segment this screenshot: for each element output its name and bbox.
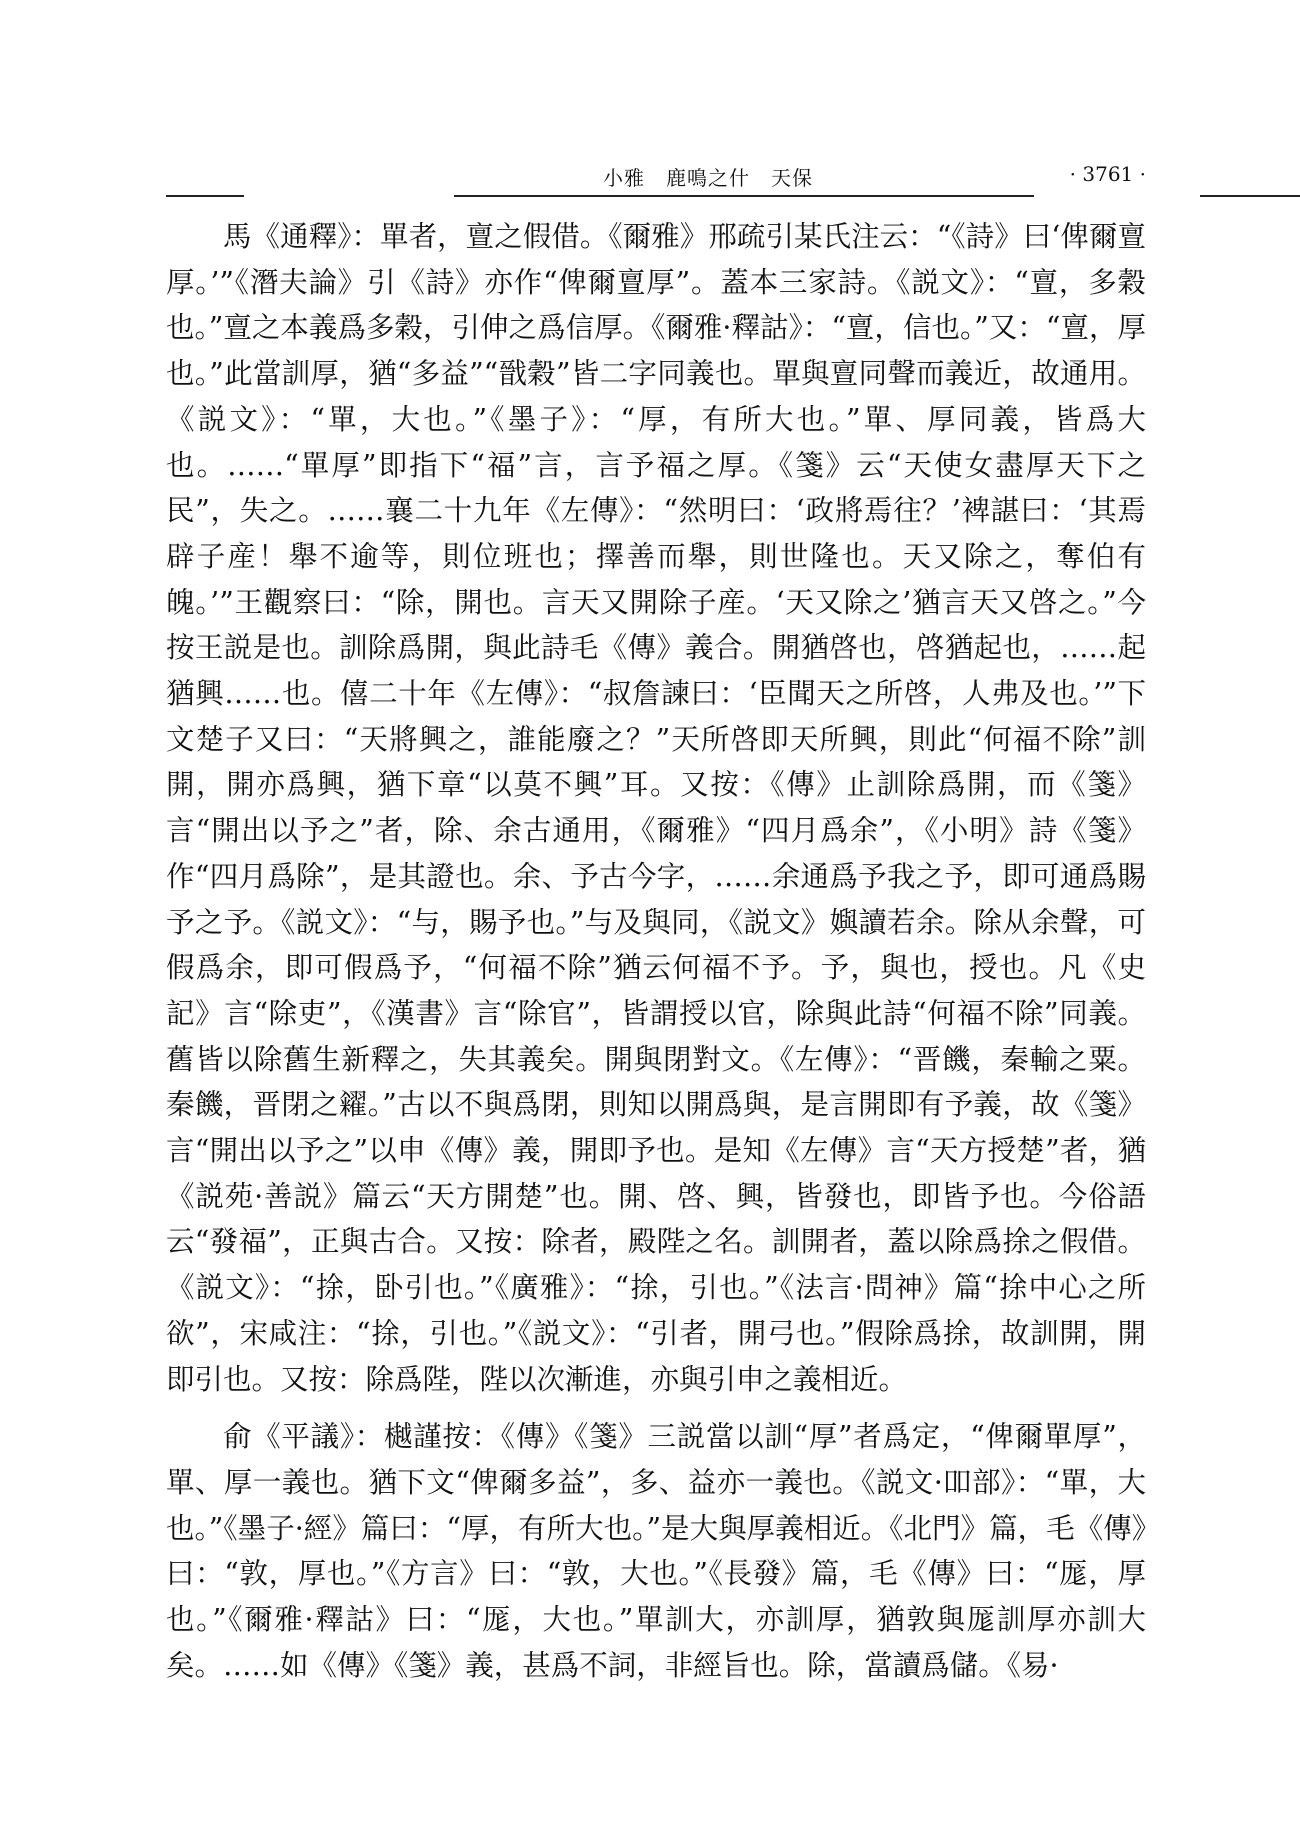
paragraph-yu-pingyi: 俞《平議》：樾謹按：《傳》《箋》三説當以訓“厚”者爲定，“俾爾單厚”，單、厚一義也。猶下文“俾爾多益”，多、益亦一義也。《説文·吅部》：“單，大也。”《墨子·經》篇曰：“厚，有所大也。”是大與厚義相近。《北門》篇，毛《傳》曰：“敦，厚也。”《方言》曰：“敦，大也。”《長發》篇，毛《傳》曰：“厖，厚也。”《爾雅·釋詁》曰：“厖，大也。”單訓大，亦訓厚，猶敦與厖訓厚亦訓大矣。……如《傳》《箋》義，甚爲不詞，非經旨也。除，當讀爲儲。《易·: [166, 1420, 1146, 1682]
header-rule-left: [166, 195, 244, 197]
paragraph-ma-tongshi: 馬《通釋》：單者，亶之假借。《爾雅》邢疏引某氏注云：“《詩》曰‘俾爾亶厚。’”《潛夫論》引《詩》亦作“俾爾亶厚”。蓋本三家詩。《説文》：“亶，多穀也。”亶之本義爲多穀，引伸之爲信厚。《爾雅·釋詁》：“亶，信也。”又：“亶，厚也。”此當訓厚，猶“多益”“戩穀”皆二字同義也。單與亶同聲而義近，故通用。《説文》：“單，大也。”《墨子》：“厚，有所大也。”單、厚同義，皆爲大也。……“單厚”即指下“福”言，言予福之厚。《箋》云“天使女盡厚天下之民”，失之。……襄二十九年《左傳》：“然明曰：‘政將焉往？’裨諶曰：‘其焉辟子産！舉不逾等，則位班也；擇善而舉，則世隆也。天又除之，奪伯有魄。’”王觀察曰：“除，開也。言天又開除子産。‘天又除之’猶言天又啓之。”今按王説是也。訓除爲開，與此詩毛《傳》義合。開猶啓也，啓猶起也，……起猶興……也。僖二十年《左傳》：“叔詹諫曰：‘臣聞天之所啓，人弗及也。’”下文楚子又曰：“天將興之，誰能廢之？”天所啓即天所興，則此“何福不除”訓開，開亦爲興，猶下章“以莫不興”耳。又按：《傳》止訓除爲開，而《箋》言“開出以予之”者，除、余古通用，《爾雅》“四月爲余”，《小明》詩《箋》作“四月爲除”，是其證也。余、予古今字，……余通爲予我之予，即可通爲賜予之予。《説文》：“与，賜予也。”与及與同，《説文》嬩讀若余。除从余聲，可假爲余，即可假爲予，“何福不除”猶云何福不予。予，與也，授也。凡《史記》言“除吏”，《漢書》言“除官”，皆謂授以官，除與此詩“何福不除”同義。舊皆以除舊生新釋之，失其義矣。開與閉對文。《左傳》：“晋饑，秦輸之粟。秦饑，晋閉之糴。”古以不與爲閉，則知以開爲與，是言開即有予義，故《箋》言“開出以予之”以申《傳》義，開即予也。是知《左傳》言“天方授楚”者，猶《説苑·善説》篇云“天方開楚”也。開、啓、興，皆發也，即皆予也。今俗語云“發福”，正與古合。又按：除者，殿陛之名。訓開者，蓋以除爲捈之假借。《説文》：“捈，卧引也。”《廣雅》：“捈，引也。”《法言·問神》篇“捈中心之所欲”，宋咸注：“捈，引也。”《説文》：“引者，開弓也。”假除爲捈，故訓開，開即引也。又按：除爲陛，陛以次漸進，亦與引申之義相近。: [166, 220, 1146, 1396]
page-header: [166, 158, 1146, 198]
header-rule-right: [1200, 195, 1300, 197]
header-rule-middle: [454, 195, 1034, 197]
running-title: 小雅 鹿鳴之什 天保: [603, 166, 813, 190]
page-number: · 3761 ·: [1069, 162, 1146, 186]
body-text: [166, 214, 1146, 1689]
